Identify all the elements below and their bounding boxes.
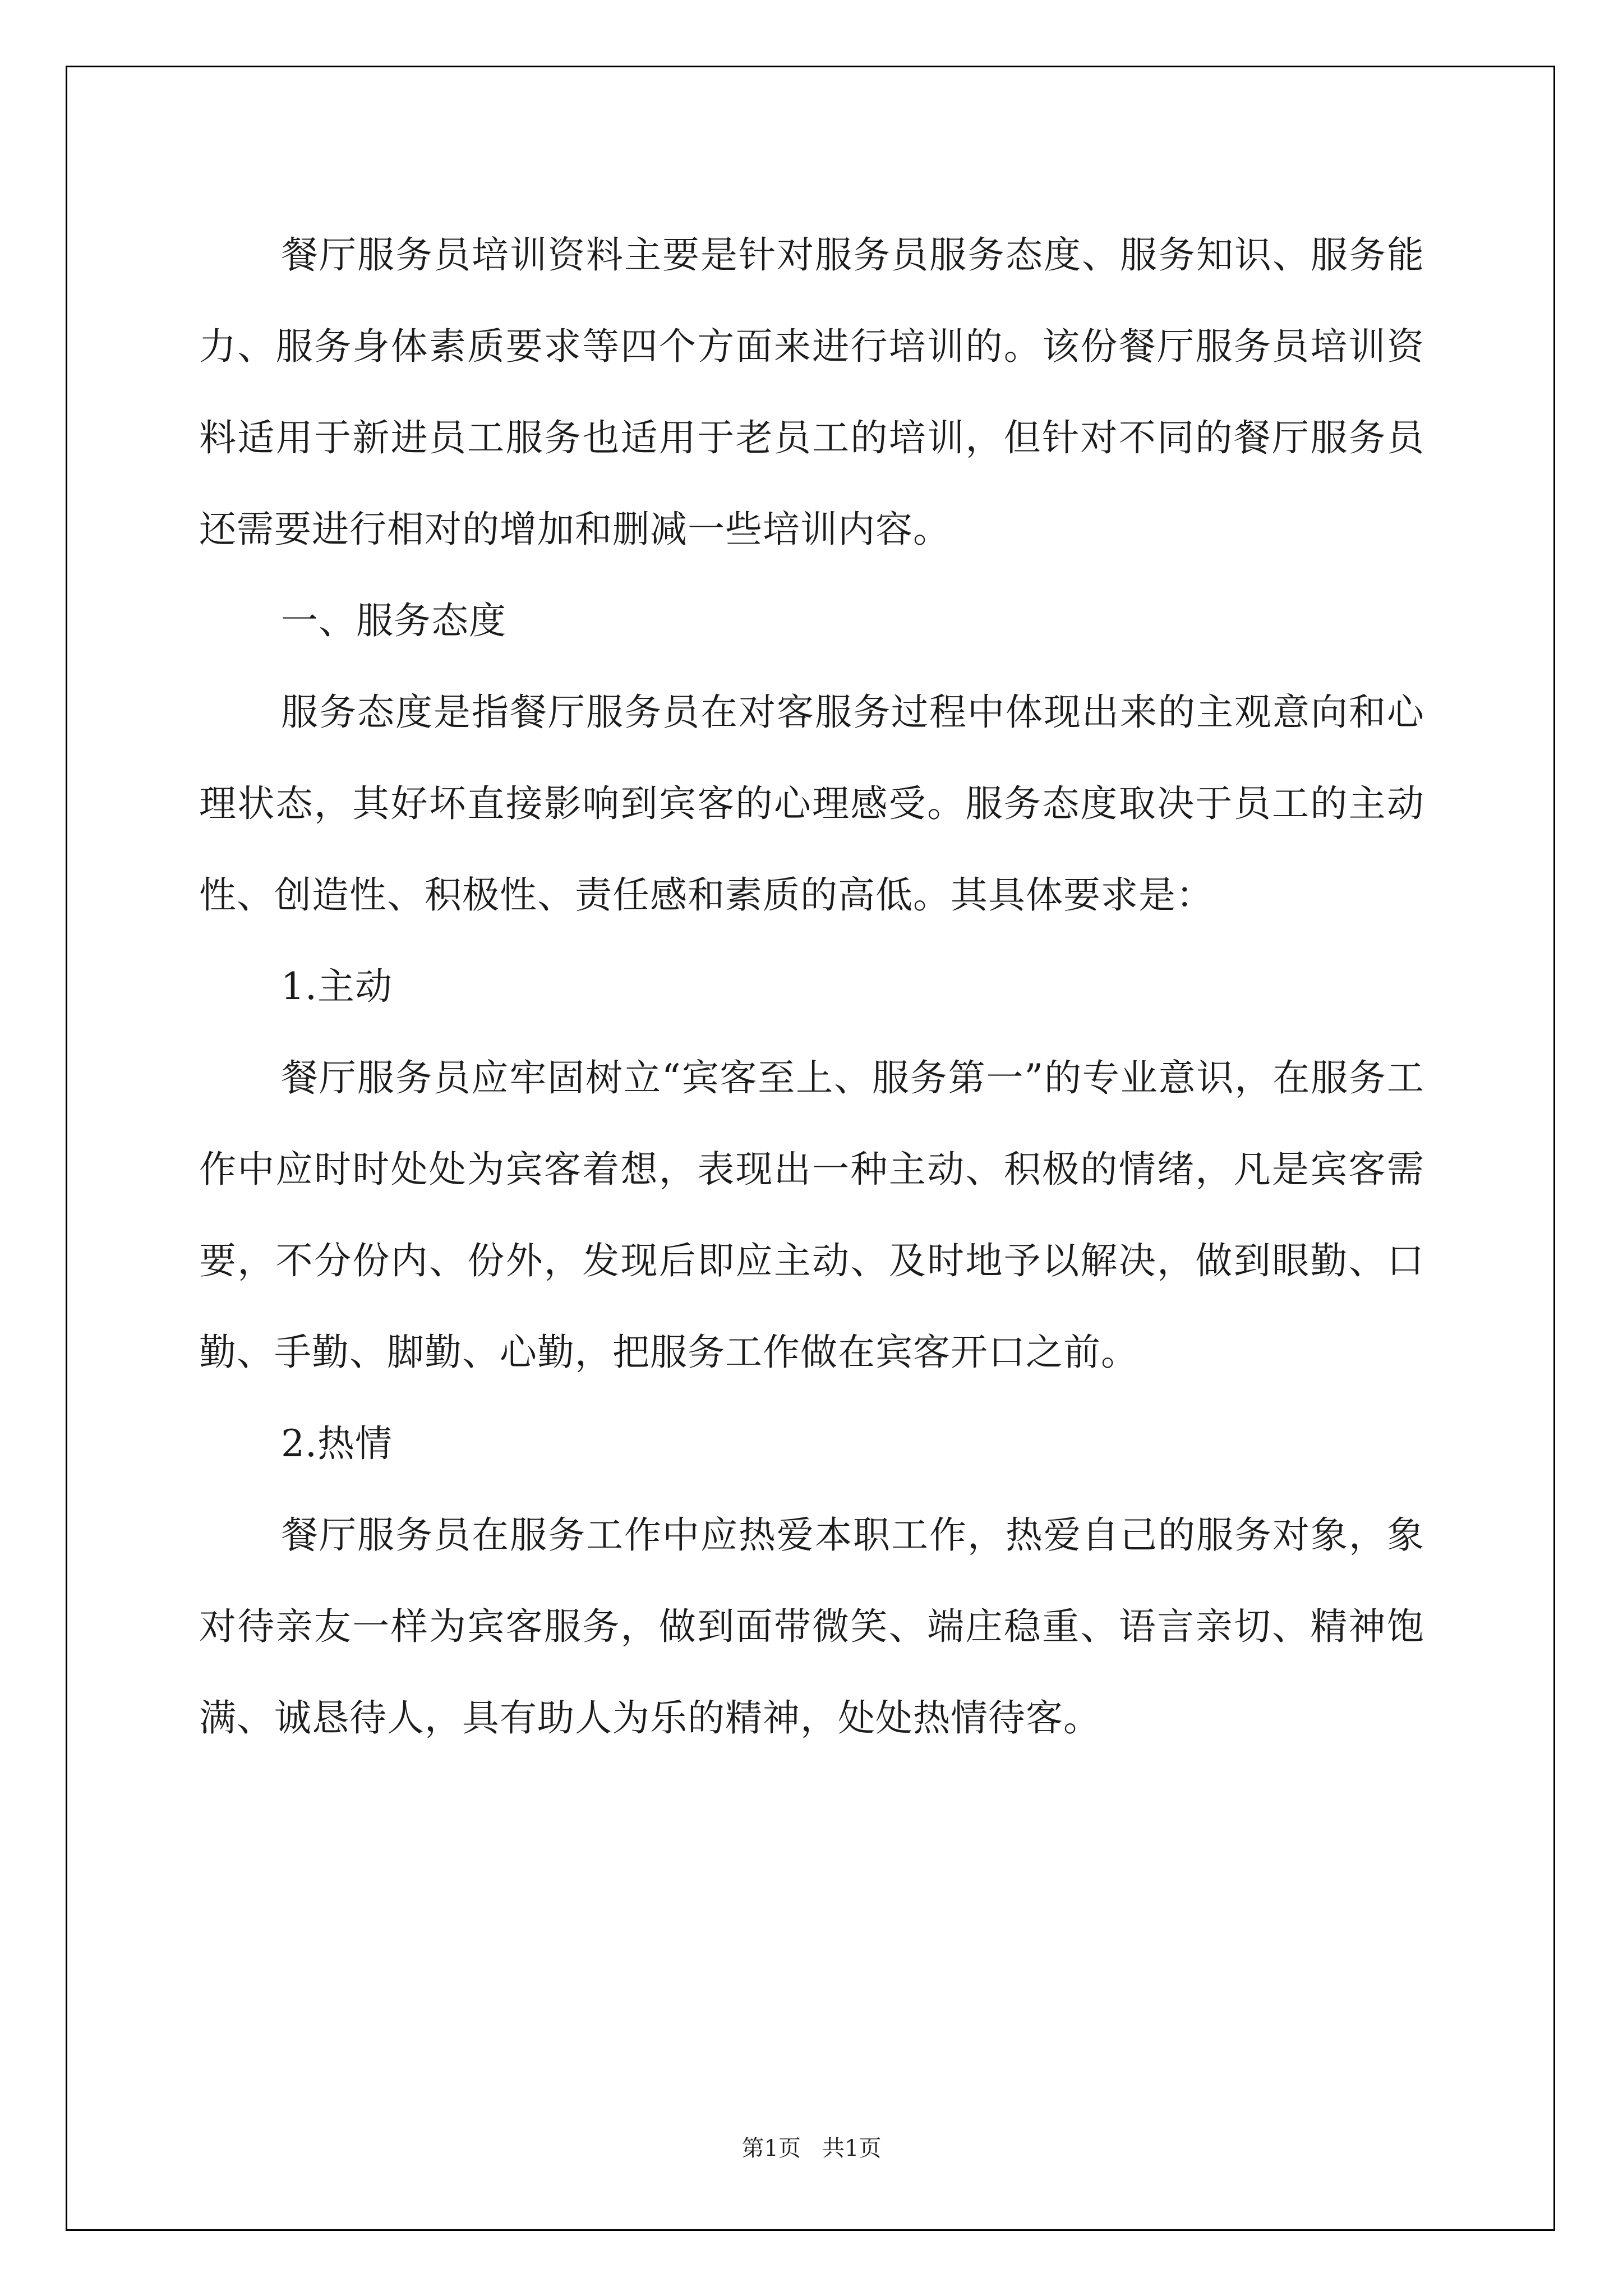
paragraph-service-attitude: 服务态度是指餐厅服务员在对客服务过程中体现出来的主观意向和心理状态，其好坏直接影响到宾客的心理感受。服务态度取决于员工的主动性、创造性、积极性、责任感和素质的高低。其具体要求是： (199, 691, 1424, 917)
page-number: 第1页 共1页 (741, 2136, 882, 2161)
paragraph-warmth: 餐厅服务员在服务工作中应热爱本职工作，热爱自己的服务对象，象对待亲友一样为宾客服务，做到面带微笑、端庄稳重、语言亲切、精神饱满、诚恳待人，具有助人为乐的精神，处处热情待客。 (199, 1513, 1424, 1740)
subheading-proactive: 1.主动 (281, 965, 393, 1008)
section-heading-service-attitude: 一、服务态度 (281, 599, 506, 642)
paragraph-proactive: 餐厅服务员应牢固树立“宾客至上、服务第一”的专业意识，在服务工作中应时时处处为宾客着想，表现出一种主动、积极的情绪，凡是宾客需要，不分份内、份外，发现后即应主动、及时地予以解决，做到眼勤、口勤、手勤、脚勤、心勤，把服务工作做在宾客开口之前。 (199, 1056, 1424, 1374)
document-body (199, 209, 1424, 1764)
paragraph-intro: 餐厅服务员培训资料主要是针对服务员服务态度、服务知识、服务能力、服务身体素质要求等四个方面来进行培训的。该份餐厅服务员培训资料适用于新进员工服务也适用于老员工的培训，但针对不同的餐厅服务员还需要进行相对的增加和删减一些培训内容。 (199, 233, 1424, 551)
subheading-warmth: 2.热情 (281, 1422, 393, 1465)
page-footer (0, 2131, 1623, 2162)
